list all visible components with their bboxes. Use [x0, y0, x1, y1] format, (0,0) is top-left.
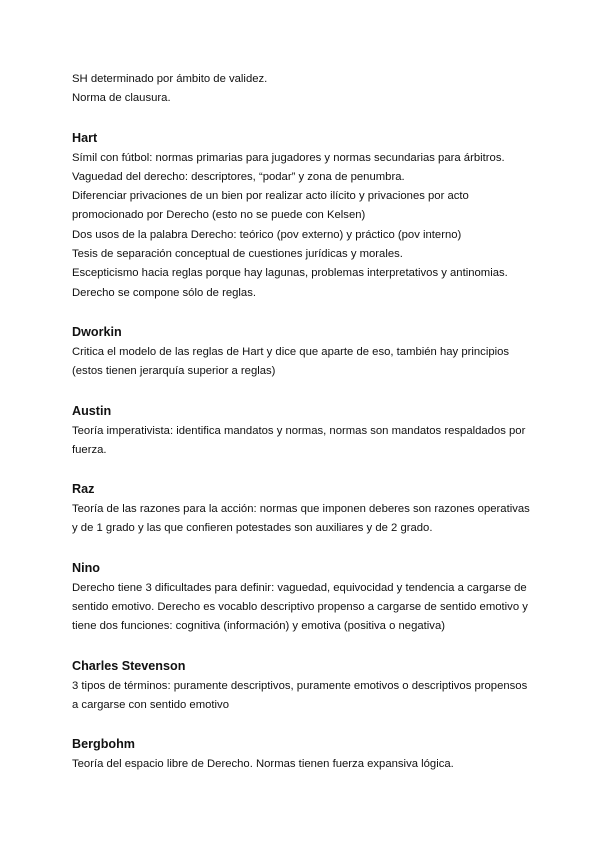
section-hart: [72, 129, 542, 303]
section-dworkin: [72, 323, 542, 382]
section-charles-stevenson: [72, 657, 542, 716]
section-heading: Austin: [72, 403, 112, 418]
section-line: y de 1 grado y las que confieren potestades son auxiliares y de 2 grado.: [72, 522, 433, 535]
section-line: Diferenciar privaciones de un bien por realizar acto ilícito y privaciones por acto: [72, 190, 469, 203]
intro-block: [72, 70, 542, 109]
section-raz: [72, 480, 542, 539]
intro-line: Norma de clausura.: [72, 92, 171, 105]
section-line: (estos tienen jerarquía superior a reglas): [72, 365, 276, 378]
section-heading: Bergbohm: [72, 737, 135, 752]
section-heading: Hart: [72, 130, 98, 145]
section-austin: [72, 402, 542, 461]
section-line: Derecho se compone sólo de reglas.: [72, 286, 256, 299]
section-line: tiene dos funciones: cognitiva (información) y emotiva (positiva o negativa): [72, 620, 445, 633]
section-line: sentido emotivo. Derecho es vocablo descriptivo propenso a cargarse de sentido emotivo y: [72, 601, 528, 614]
section-line: Critica el modelo de las reglas de Hart y dice que aparte de eso, también hay principios: [72, 345, 510, 358]
section-line: a cargarse con sentido emotivo: [72, 698, 229, 711]
section-line: Dos usos de la palabra Derecho: teórico (pov externo) y práctico (pov interno): [72, 228, 462, 241]
section-heading: Charles Stevenson: [72, 658, 186, 673]
intro-line: SH determinado por ámbito de validez.: [72, 73, 268, 85]
section-line: Teoría de las razones para la acción: normas que imponen deberes son razones operativas: [72, 503, 530, 516]
section-line: Símil con fútbol: normas primarias para jugadores y normas secundarias para árbitros.: [72, 151, 505, 164]
section-heading: Dworkin: [72, 324, 122, 339]
section-nino: [72, 559, 542, 637]
section-line: Teoría del espacio libre de Derecho. Normas tienen fuerza expansiva lógica.: [72, 758, 454, 771]
section-heading: Nino: [72, 560, 100, 575]
section-bergbohm: [72, 735, 542, 774]
section-line: 3 tipos de términos: puramente descriptivos, puramente emotivos o descriptivos propensos: [72, 679, 528, 692]
section-line: fuerza.: [72, 443, 107, 456]
section-line: Tesis de separación conceptual de cuestiones jurídicas y morales.: [72, 248, 403, 261]
section-line: Escepticismo hacia reglas porque hay lagunas, problemas interpretativos y antinomias.: [72, 267, 508, 280]
document-page: [72, 70, 542, 775]
section-heading: Raz: [72, 482, 95, 497]
section-line: Teoría imperativista: identifica mandatos y normas, normas son mandatos respaldados por: [72, 424, 526, 437]
section-line: Vaguedad del derecho: descriptores, “podar” y zona de penumbra.: [72, 170, 405, 183]
section-line: Derecho tiene 3 dificultades para definir: vaguedad, equivocidad y tendencia a cargarse de: [72, 581, 527, 594]
section-line: promocionado por Derecho (esto no se puede con Kelsen): [72, 209, 366, 222]
